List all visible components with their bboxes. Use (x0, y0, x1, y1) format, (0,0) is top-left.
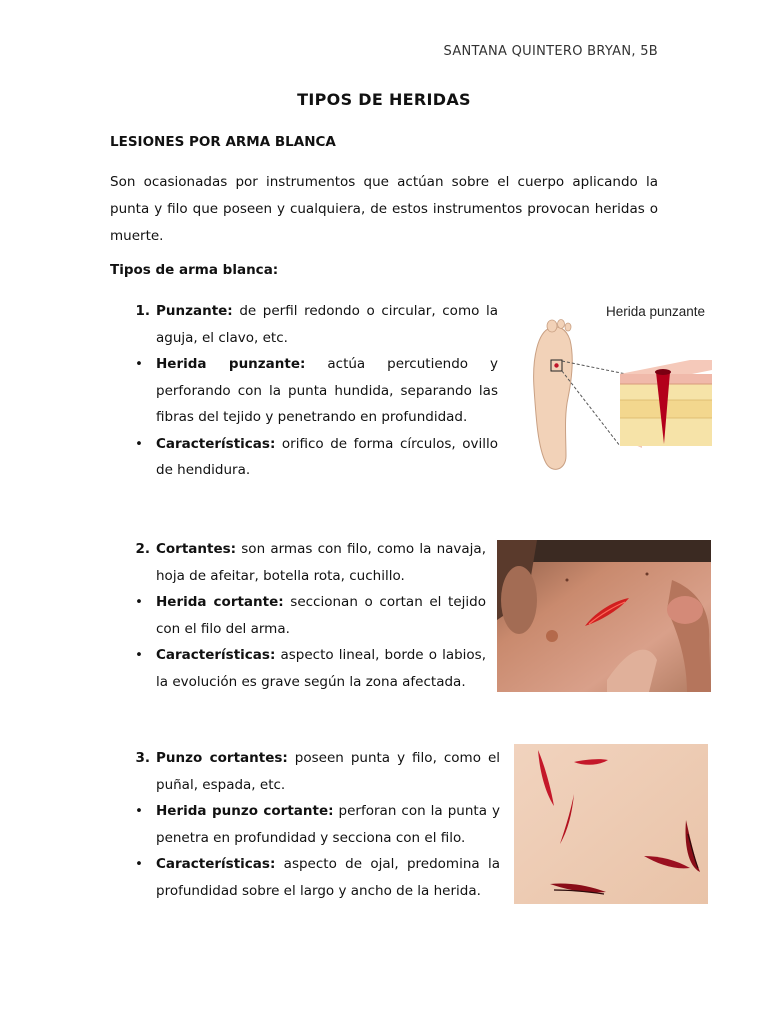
type-name: Punzante: (156, 303, 233, 319)
list-number: 3. (135, 750, 150, 766)
type-block-punzante (110, 298, 498, 484)
type-desc: poseen punta y filo, como el puñal, espada, etc. (156, 750, 500, 793)
list-number: 1. (135, 303, 150, 319)
type-block-punzo-cortantes (110, 745, 500, 904)
type-block-cortantes (110, 536, 486, 695)
bullet-icon: • (135, 435, 143, 452)
type-name: Cortantes: (156, 541, 237, 557)
list-item (110, 851, 500, 904)
wound-label: Herida punzante: (156, 356, 306, 372)
figure-caption: Herida punzante (606, 304, 706, 319)
characteristics-desc: aspecto lineal, borde o labios, la evolución es grave según la zona afectada. (156, 647, 486, 690)
stab-cut-wounds-photo (514, 744, 708, 904)
characteristics-label: Características: (156, 856, 276, 872)
list-item (110, 298, 498, 351)
puncture-wound-diagram (520, 298, 712, 474)
list-item (110, 745, 500, 798)
wound-desc: perforan con la punta y penetra en profundidad y secciona con el filo. (156, 803, 500, 846)
wound-label: Herida punzo cortante: (156, 803, 334, 819)
type-name: Punzo cortantes: (156, 750, 288, 766)
types-subheading: Tipos de arma blanca: (110, 262, 279, 278)
characteristics-label: Características: (156, 647, 276, 663)
wound-desc: seccionan o cortan el tejido con el filo del arma. (156, 594, 486, 637)
characteristics-desc: orifico de forma círculos, ovillo de hendidura. (156, 435, 498, 478)
wound-desc: actúa percutiendo y perforando con la punta hundida, separando las fibras del tejido y penetrando en profundidad. (156, 356, 498, 425)
foot-icon (534, 327, 573, 469)
list-item (110, 351, 498, 431)
list-item (110, 642, 486, 695)
list-item (110, 431, 498, 484)
list-item (110, 798, 500, 851)
bullet-icon: • (135, 803, 143, 819)
section-heading: LESIONES POR ARMA BLANCA (110, 134, 336, 150)
type-desc: son armas con filo, como la navaja, hoja de afeitar, botella rota, cuchillo. (156, 541, 486, 584)
list-item (110, 536, 486, 589)
characteristics-label: Características: (156, 435, 276, 452)
wound-label: Herida cortante: (156, 594, 284, 610)
type-desc: de perfil redondo o circular, como la aguja, el clavo, etc. (156, 303, 498, 346)
bullet-icon: • (135, 647, 143, 663)
list-item (110, 589, 486, 642)
page-title: TIPOS DE HERIDAS (297, 90, 471, 109)
bullet-icon: • (135, 594, 143, 610)
intro-paragraph: Son ocasionadas por instrumentos que actúan sobre el cuerpo aplicando la punta y filo que poseen y cualquiera, de estos instrumentos provocan heridas o muerte. (110, 174, 658, 244)
cut-wound-face-photo (497, 540, 711, 692)
author-header: SANTANA QUINTERO BRYAN, 5B (443, 44, 658, 59)
bullet-icon: • (135, 356, 143, 372)
list-number: 2. (135, 541, 150, 557)
bullet-icon: • (135, 856, 143, 872)
characteristics-desc: aspecto de ojal, predomina la profundidad sobre el largo y ancho de la herida. (156, 856, 500, 899)
